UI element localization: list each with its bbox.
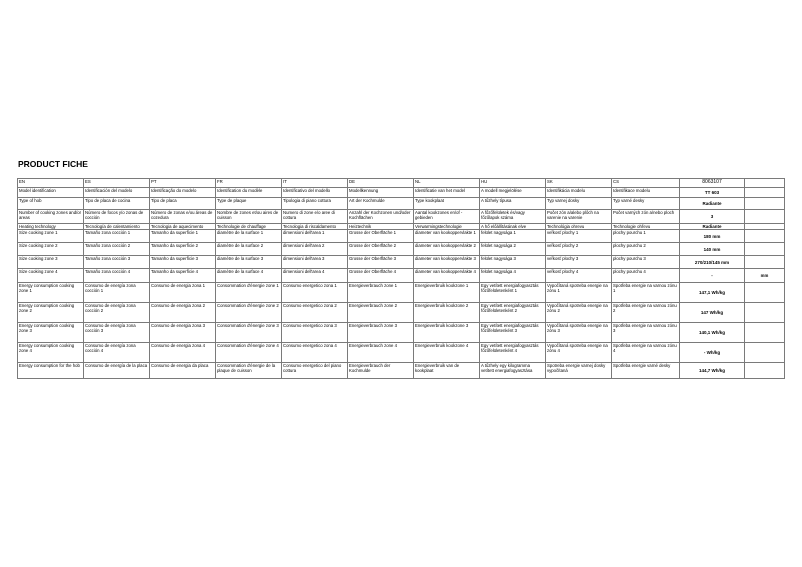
table-cell: Consumo de energia zona 2 <box>150 303 216 323</box>
table-cell: Número de focos y/o zonas de cocción <box>84 210 150 224</box>
table-cell: Egy vetített energiafogyasztás főzőfelületenként 1 <box>480 283 546 303</box>
table-cell: Consumo de energia zona 4 <box>150 343 216 363</box>
table-cell: dimensioni dell'area 1 <box>282 230 348 243</box>
table-cell: Energieverbruik kookzone 4 <box>414 343 480 363</box>
value-cell: - <box>680 269 745 283</box>
table-cell: Consumo energetico zona 1 <box>282 283 348 303</box>
table-cell: A tűzhely típusa <box>480 198 546 210</box>
table-cell: Consumo energetico zona 4 <box>282 343 348 363</box>
value-cell: 8063107 <box>680 179 745 188</box>
table-cell: PT <box>150 179 216 188</box>
table-cell: Energieverbrauch zone 2 <box>348 303 414 323</box>
unit-cell <box>745 179 785 188</box>
table-cell: Consumo de energía de la placa <box>84 363 150 379</box>
table-cell: Tipo de placa <box>150 198 216 210</box>
table-cell: dimensioni dell'area 3 <box>282 256 348 269</box>
table-cell: Consumo de energía zona cocción 4 <box>84 343 150 363</box>
table-cell: Technológia ohrevu <box>546 224 612 230</box>
table-cell: Tipologia di piano cottura <box>282 198 348 210</box>
table-cell: Number of cooking zones and/or areas <box>18 210 84 224</box>
table-cell: Número de zonas e/ou áreas de cozedura <box>150 210 216 224</box>
table-cell: Vypočítaná spotreba energie na zónu 2 <box>546 303 612 323</box>
unit-cell <box>745 188 785 198</box>
table-cell: EN <box>18 179 84 188</box>
table-cell: diamètre de la surface 1 <box>216 230 282 243</box>
table-cell: Consommation d'énergie zone 4 <box>216 343 282 363</box>
table-cell: plochy pourchu 1 <box>612 230 680 243</box>
table-cell: diameter van kookoppervlakte 2 <box>414 243 480 256</box>
unit-cell <box>745 210 785 224</box>
table-cell: Spotřeba energie na varnou zónu 3 <box>612 323 680 343</box>
table-row <box>18 179 785 188</box>
table-cell: Energieverbrauch der Kochmulde <box>348 363 414 379</box>
table-cell: Tamaño zona cocción 2 <box>84 243 150 256</box>
table-cell: Egy vetített energiafogyasztás főzőfelületenként 2 <box>480 303 546 323</box>
table-cell: Consommation d'énergie zone 2 <box>216 303 282 323</box>
table-cell: DE <box>348 179 414 188</box>
table-cell: Energy consumption cooking zone 4 <box>18 343 84 363</box>
unit-cell <box>745 323 785 343</box>
table-row <box>18 303 785 323</box>
value-cell: 140 mm <box>680 243 745 256</box>
table-cell: Numero di zone e/o aree di cottura <box>282 210 348 224</box>
table-row <box>18 230 785 243</box>
table-row <box>18 210 785 224</box>
table-cell: Egy vetített energiafogyasztás főzőfelületenként 3 <box>480 323 546 343</box>
unit-cell <box>745 230 785 243</box>
table-row <box>18 283 785 303</box>
table-cell: A főzőfelületek és/vagy főzőlapok száma <box>480 210 546 224</box>
table-cell: Energieverbruik van de kookplaat <box>414 363 480 379</box>
table-cell: Size cooking zone 3 <box>18 256 84 269</box>
table-cell: plochy pourchu 4 <box>612 269 680 283</box>
unit-cell <box>745 243 785 256</box>
unit-cell <box>745 198 785 210</box>
table-row <box>18 198 785 210</box>
unit-cell <box>745 363 785 379</box>
table-cell: veľkosť plochy 2 <box>546 243 612 256</box>
table-cell: Počet varných zón a/nebo ploch <box>612 210 680 224</box>
table-cell: Spotřeba energie na varnou zónu 1 <box>612 283 680 303</box>
table-cell: Identifikace modelu <box>612 188 680 198</box>
table-cell: dimensioni dell'area 4 <box>282 269 348 283</box>
table-cell: Grosse der Oberfläche 1 <box>348 230 414 243</box>
value-cell: TT 603 <box>680 188 745 198</box>
table-cell: felület nagysága 3 <box>480 256 546 269</box>
table-cell: diamètre de la surface 3 <box>216 256 282 269</box>
value-cell: 270/210/145 mm <box>680 256 745 269</box>
table-cell: SK <box>546 179 612 188</box>
table-cell: Anzahl der Kochzonen und/oder Kochflächen <box>348 210 414 224</box>
table-cell: Technologie ohřevu <box>612 224 680 230</box>
table-cell: Energieverbrauch zone 4 <box>348 343 414 363</box>
table-cell: Identifikácia modelu <box>546 188 612 198</box>
table-cell: felület nagysága 1 <box>480 230 546 243</box>
table-cell: FR <box>216 179 282 188</box>
table-cell: Energy consumption for the hob <box>18 363 84 379</box>
table-cell: Energieverbrauch zone 3 <box>348 323 414 343</box>
table-cell: diameter van kookoppervlakte 4 <box>414 269 480 283</box>
table-cell: Consommation d'énergie zone 1 <box>216 283 282 303</box>
table-cell: Energieverbruik kookzone 1 <box>414 283 480 303</box>
table-cell: A tűzhely egy kilogramma vetített energiafogyasztása <box>480 363 546 379</box>
table-cell: Vypočítaná spotreba energie na zónu 1 <box>546 283 612 303</box>
product-fiche-table <box>17 178 785 379</box>
table-cell: Grosse der Oberfläche 3 <box>348 256 414 269</box>
value-cell: 147 Wh/kg <box>680 303 745 323</box>
table-cell: Spotřeba energie na varnou zónu 4 <box>612 343 680 363</box>
table-cell: Consommation d'énergie zone 3 <box>216 323 282 343</box>
table-cell: Tecnología de calentamiento <box>84 224 150 230</box>
table-cell: Energieverbrauch zone 1 <box>348 283 414 303</box>
table-cell: Vypočítaná spotreba energie na zónu 4 <box>546 343 612 363</box>
table-cell: Typ varné desky <box>612 198 680 210</box>
table-cell: diameter van kookoppervlakte 1 <box>414 230 480 243</box>
table-row <box>18 243 785 256</box>
page-title: PRODUCT FICHE <box>18 159 88 169</box>
table-cell: Identificativo del modello <box>282 188 348 198</box>
value-cell: Radiante <box>680 198 745 210</box>
table-cell: CS <box>612 179 680 188</box>
table-cell: A hő előállításának elve <box>480 224 546 230</box>
table-cell: Aantal kookzones en/of -gebieden <box>414 210 480 224</box>
table-cell: Verwarmingstechnologie <box>414 224 480 230</box>
table-cell: Size cooking zone 1 <box>18 230 84 243</box>
table-cell: Heating technology <box>18 224 84 230</box>
table-cell: Spotreba energie varnej dosky vypočítaná <box>546 363 612 379</box>
table-cell: Tamanho da superfície 2 <box>150 243 216 256</box>
unit-cell <box>745 303 785 323</box>
table-cell: Energieverbruik kookzone 2 <box>414 303 480 323</box>
table-cell: felület nagysága 4 <box>480 269 546 283</box>
table-cell: Size cooking zone 2 <box>18 243 84 256</box>
table-cell: Tipo de placa de cocina <box>84 198 150 210</box>
value-cell: - Wh/kg <box>680 343 745 363</box>
table-cell: Art der Kochmulde <box>348 198 414 210</box>
table-cell: Tamanho da superfície 1 <box>150 230 216 243</box>
table-cell: Energieverbruik kookzone 3 <box>414 323 480 343</box>
value-cell: 144,7 Wh/kg <box>680 363 745 379</box>
table-cell: Typ varnej dosky <box>546 198 612 210</box>
table-cell: veľkosť plochy 1 <box>546 230 612 243</box>
table-cell: Identificación del modelo <box>84 188 150 198</box>
table-cell: A modell megjelölése <box>480 188 546 198</box>
table-cell: Energy consumption cooking zone 2 <box>18 303 84 323</box>
table-cell: Consumo de energía zona cocción 3 <box>84 323 150 343</box>
table-cell: Consumo de energia zona 1 <box>150 283 216 303</box>
table-cell: Tecnologia di riscaldamento <box>282 224 348 230</box>
table-cell: Grosse der Oberfläche 2 <box>348 243 414 256</box>
table-cell: Nombre de zones et/ou aires de cuisson <box>216 210 282 224</box>
table-cell: Identification du modèle <box>216 188 282 198</box>
table-cell: Consumo energetico del piano cottura <box>282 363 348 379</box>
table-cell: Consumo energetico zona 2 <box>282 303 348 323</box>
table-row <box>18 323 785 343</box>
table-cell: Model identification <box>18 188 84 198</box>
table-cell: Type de plaque <box>216 198 282 210</box>
table-cell: diamètre de la surface 4 <box>216 269 282 283</box>
table-cell: Identificatie van het model <box>414 188 480 198</box>
table-cell: Identificação do modelo <box>150 188 216 198</box>
table-cell: HU <box>480 179 546 188</box>
table-row <box>18 256 785 269</box>
table-cell: plochy pourchu 2 <box>612 243 680 256</box>
value-cell: 180 mm <box>680 230 745 243</box>
value-cell: 140,1 Wh/kg <box>680 323 745 343</box>
table-cell: Tamaño zona cocción 1 <box>84 230 150 243</box>
table-cell: Consommation d'énergie de la plaque de cuisson <box>216 363 282 379</box>
unit-cell <box>745 343 785 363</box>
table-cell: Heiztechnik <box>348 224 414 230</box>
table-cell: NL <box>414 179 480 188</box>
table-cell: Modellkennung <box>348 188 414 198</box>
value-cell: Radiante <box>680 224 745 230</box>
table-row <box>18 363 785 379</box>
table-cell: Egy vetített energiafogyasztás főzőfelületenként 4 <box>480 343 546 363</box>
table-cell: Tamanho da superfície 3 <box>150 256 216 269</box>
table-cell: Tecnologia de aquecimento <box>150 224 216 230</box>
table-cell: Grosse der Oberfläche 4 <box>348 269 414 283</box>
unit-cell <box>745 283 785 303</box>
table-cell: Consumo de energia da placa <box>150 363 216 379</box>
table-cell: dimensioni dell'area 2 <box>282 243 348 256</box>
table-cell: Consumo de energía zona cocción 2 <box>84 303 150 323</box>
table-row <box>18 343 785 363</box>
table-cell: Spotřeba energie na varnou zónu 2 <box>612 303 680 323</box>
table-cell: Počet zón a/alebo plôch na varenie na varenie <box>546 210 612 224</box>
table-cell: Type kookplaat <box>414 198 480 210</box>
value-cell: 3 <box>680 210 745 224</box>
table-cell: Tamanho da superfície 4 <box>150 269 216 283</box>
table-cell: veľkosť plochy 4 <box>546 269 612 283</box>
table-cell: Size cooking zone 4 <box>18 269 84 283</box>
table-cell: Consumo energetico zona 3 <box>282 323 348 343</box>
table-cell: IT <box>282 179 348 188</box>
table-cell: veľkosť plochy 3 <box>546 256 612 269</box>
table-cell: diameter van kookoppervlakte 3 <box>414 256 480 269</box>
table-row <box>18 269 785 283</box>
table-cell: diamètre de la surface 2 <box>216 243 282 256</box>
table-row <box>18 188 785 198</box>
table-cell: plochy pourchu 3 <box>612 256 680 269</box>
unit-cell: mm <box>745 269 785 283</box>
table-cell: Vypočítaná spotreba energie na zónu 3 <box>546 323 612 343</box>
table-cell: Type of hob <box>18 198 84 210</box>
unit-cell <box>745 256 785 269</box>
table-cell: Consumo de energia zona 3 <box>150 323 216 343</box>
table-cell: Energy consumption cooking zone 3 <box>18 323 84 343</box>
table-cell: ES <box>84 179 150 188</box>
table-cell: Spotřeba energie varné desky <box>612 363 680 379</box>
table-cell: Tamaño zona cocción 4 <box>84 269 150 283</box>
value-cell: 147,1 Wh/kg <box>680 283 745 303</box>
table-cell: Energy consumption cooking zone 1 <box>18 283 84 303</box>
table-cell: felület nagysága 2 <box>480 243 546 256</box>
table-cell: Tamaño zona cocción 3 <box>84 256 150 269</box>
table-cell: Consumo de energía zona cocción 1 <box>84 283 150 303</box>
table-cell: Technologie de chauffage <box>216 224 282 230</box>
